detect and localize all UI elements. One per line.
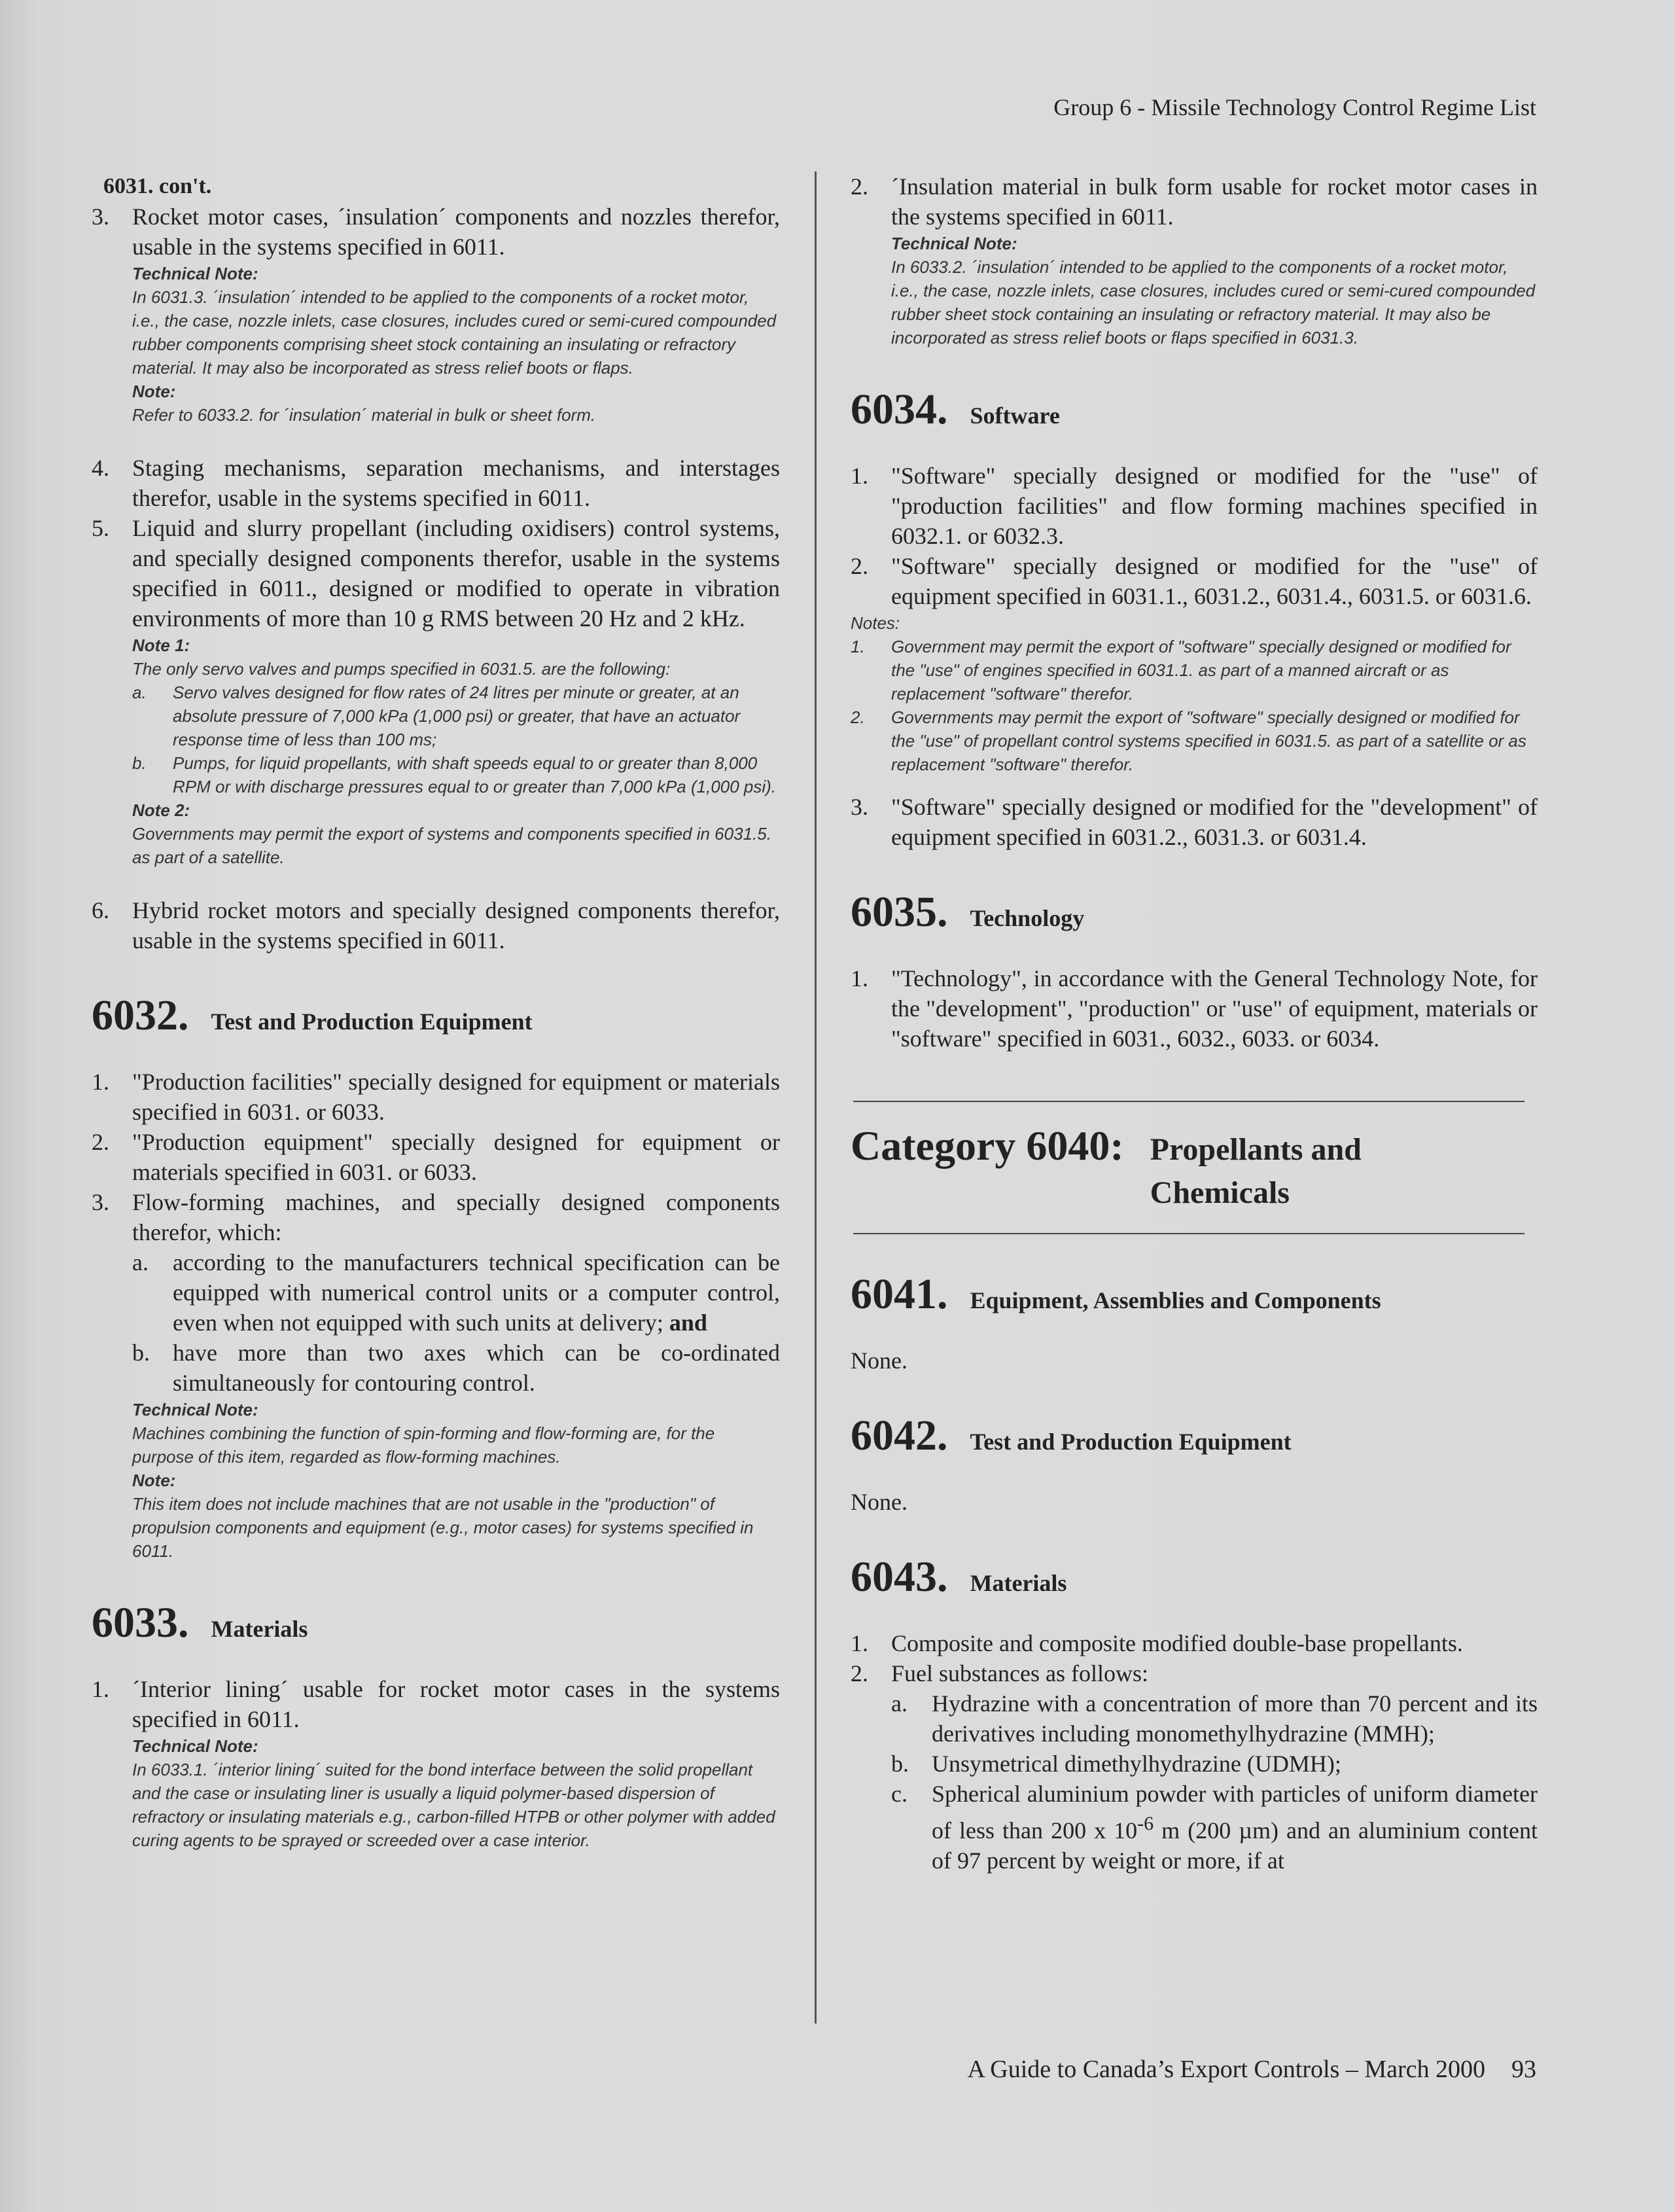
- sub-item: b. have more than two axes which can be co-ordinated simultaneously for contouring control.: [132, 1340, 780, 1396]
- continued-heading: 6031. con't.: [103, 174, 212, 198]
- list-item: 1. "Technology", in accordance with the General Technology Note, for the "development", "production" or "use" of equipment, materials or "software" specified in 6031., 6032., 6033. or 6034.: [851, 965, 1538, 1052]
- section-heading-6041: 6041. Equipment, Assemblies and Components: [851, 1270, 1381, 1318]
- list-item: 4. Staging mechanisms, separation mechanisms, and interstages therefor, usable in the systems specified in 6011.: [92, 455, 780, 511]
- list-item: 2. Fuel substances as follows:: [851, 1660, 1148, 1686]
- list-item: 1. "Software" specially designed or modified for the "use" of "production facilities" and flow forming machines specified in 6032.1. or 6032.3.: [851, 463, 1538, 549]
- category-heading: Category 6040: Propellants and Chemicals: [851, 1122, 1362, 1210]
- footer-title: A Guide to Canada’s Export Controls – March 2000: [967, 2056, 1485, 2083]
- list-item: 6. Hybrid rocket motors and specially designed components therefor, usable in the systems specified in 6011.: [92, 897, 780, 954]
- list-item: 2. "Production equipment" specially designed for equipment or materials specified in 6031. or 6033.: [92, 1129, 780, 1185]
- sub-item: c. Spherical aluminium powder with particles of uniform diameter of less than 200 x $10^{-6}$ m (200 µm) and an aluminium content of 97 percent by weight or more, if at: [891, 1781, 1538, 1874]
- list-item: 1. Composite and composite modified double-base propellants.: [851, 1630, 1463, 1656]
- section-heading-6034: 6034. Software: [851, 385, 1060, 433]
- section-heading-6033: 6033. Materials: [92, 1599, 308, 1647]
- list-item: 3. Rocket motor cases, ´insulation´ components and nozzles therefor, usable in the systems specified in 6011.: [92, 204, 780, 260]
- sub-item: a. Hydrazine with a concentration of more than 70 percent and its derivatives including monomethylhydrazine (MMH);: [891, 1690, 1538, 1747]
- note-block: Note 1: The only servo valves and pumps specified in 6031.5. are the following: a. Servo valves designed for flow rates of 24 litres per minute or greater, at an absolute pressure of 7,000 kPa (1,000 psi) or greater, that have an actuator response time of less than 100 ms; b. Pumps, for liquid propellants, with shaft speeds equal to or greater than 8,000 RPM or with discharge pressures equal to or greater than 7,000 kPa (1,000 psi). Note 2: Governments may permit the export of systems and components specified in 6031.5. as part of a satellite.: [132, 635, 777, 867]
- divider-rule: [853, 1233, 1525, 1234]
- section-heading-6043: 6043. Materials: [851, 1553, 1067, 1601]
- section-heading-6035: 6035. Technology: [851, 888, 1085, 936]
- technical-note: Technical Note: In 6033.1. ´interior lining´ suited for the bond interface between the solid propellant and the case or insulating liner is usually a liquid polymer-based dispersion of refractory or insulating materials e.g., carbon-filled HTPB or other polymer with added curing agents to be sprayed or screeded over a case interior.: [132, 1736, 775, 1850]
- list-item: 2. ´Insulation material in bulk form usable for rocket motor cases in the systems specified in 6011.: [851, 173, 1538, 230]
- divider-rule: [853, 1101, 1525, 1102]
- sub-item: b. Unsymetrical dimethylhydrazine (UDMH);: [891, 1751, 1341, 1777]
- list-item: 5. Liquid and slurry propellant (including oxidisers) control systems, and specially designed components therefor, usable in the systems specified in 6011., designed or modified to operate in vibration environments of more than 10 g RMS between 20 Hz and 2 kHz.: [92, 515, 780, 632]
- page-number: 93: [1511, 2056, 1536, 2083]
- notes-block: Notes: 1. Government may permit the export of "software" specially designed or modified for the "use" of engines specified in 6031.1. as part of a manned aircraft or as replacement "software" therefor. 2. Governments may permit the export of "software" specially designed or modified for the "use" of propellant control systems specified in 6031.5. as part of a satellite or as replacement "software" therefor.: [851, 613, 1526, 774]
- right-column: 2. ´Insulation material in bulk form usable for rocket motor cases in the systems specified in 6011. Technical Note: In 6033.2. ´insulation´ intended to be applied to the components of a rocket motor, i.e., the case, nozzle inlets, case closures, includes cured or semi-cured compounded rubber sheet stock containing an insulating or refractory material. It may also be incorporated as stress relief boots or flaps specified in 6031.3. 6034. Software 1. "Software" specially designed or modified for the "use" of "production facilities" and flow forming machines specified in 6032.1. or 6032.3. 2. "Software" specially designed or modified for the "use" of equipment specified in 6031.1., 6031.2., 6031.4., 6031.5. or 6031.6. Notes: 1. Government may permit the export of "software" specially designed or modified for the "use" of engines specified in 6031.1. as part of a manned aircraft or as replacement "software" therefor. 2. Governments may permit the export of "software" specially designed or modified for the "use" of propellant control systems specified in 6031.5. as part of a satellite or as replacement "software" therefor. 3. "Software" specially designed or modified for the "development" of equipment specified in 6031.2., 6031.3. or 6031.4. 6035. Technology 1. "Technology", in accordance with the General Technology Note, for the "development", "production" or "use" of equipment, materials or "software" specified in 6031., 6032., 6033. or 6034. Category 6040: Propellants and Chemicals 6041. Equipment, Assemblies and Components None. 6042. Test and Production Equipment None. 6043. Materials 1. Composite and composite modified double-base propellants. 2. Fuel substances as follows: a. Hydrazine with a concentration of more than 70 percent and its derivatives including monomethylhydrazine (MMH); b. Unsymetrical dimethylhydrazine (UDMH); c. Spherical aluminium powder with particles of uniform diameter of less than 200 x $10^{-6}$ m (200 µm) and an aluminium content of 97 percent by weight or more, if at: [851, 171, 1538, 1876]
- list-item: 1. ´Interior lining´ usable for rocket motor cases in the systems specified in 6011.: [92, 1676, 780, 1732]
- left-column: [92, 171, 780, 1852]
- list-item: 3. "Software" specially designed or modified for the "development" of equipment specified in 6031.2., 6031.3. or 6031.4.: [851, 794, 1538, 850]
- list-item: 1. "Production facilities" specially designed for equipment or materials specified in 6031. or 6033.: [92, 1069, 780, 1125]
- page-footer: [941, 2055, 1536, 2084]
- technical-note: Technical Note: In 6031.3. ´insulation´ intended to be applied to the components of a rocket motor, i.e., the case, nozzle inlets, case closures, includes cured or semi-cured compounded rubber components comprising sheet stock containing an insulating or refractory material. It may also be incorporated as stress relief boots or flaps. Note: Refer to 6033.2. for ´insulation´ material in bulk or sheet form.: [132, 264, 777, 425]
- sub-item: a. according to the manufacturers technical specification can be equipped with numerical control units or a computer control, even when not equipped with such units at delivery; and: [132, 1249, 780, 1336]
- list-item: 2. "Software" specially designed or modified for the "use" of equipment specified in 6031.1., 6031.2., 6031.4., 6031.5. or 6031.6.: [851, 553, 1538, 609]
- list-item: 3. Flow-forming machines, and specially designed components therefor, which:: [92, 1189, 780, 1245]
- running-header: Group 6 - Missile Technology Control Regime List: [1053, 94, 1536, 120]
- section-heading-6042: 6042. Test and Production Equipment: [851, 1412, 1292, 1459]
- technical-note: Technical Note: Machines combining the function of spin-forming and flow-forming are, for the purpose of this item, regarded as flow-forming machines. Note: This item does not include machines that are not usable in the "production" of propulsion components and equipment (e.g., motor cases) for systems specified in 6011.: [132, 1400, 754, 1561]
- column-divider: [815, 171, 817, 2024]
- section-heading-6032: 6032. Test and Production Equipment: [92, 991, 533, 1039]
- technical-note: Technical Note: In 6033.2. ´insulation´ intended to be applied to the components of a rocket motor, i.e., the case, nozzle inlets, case closures, includes cured or semi-cured compounded rubber sheet stock containing an insulating or refractory material. It may also be incorporated as stress relief boots or flaps specified in 6031.3.: [891, 234, 1536, 348]
